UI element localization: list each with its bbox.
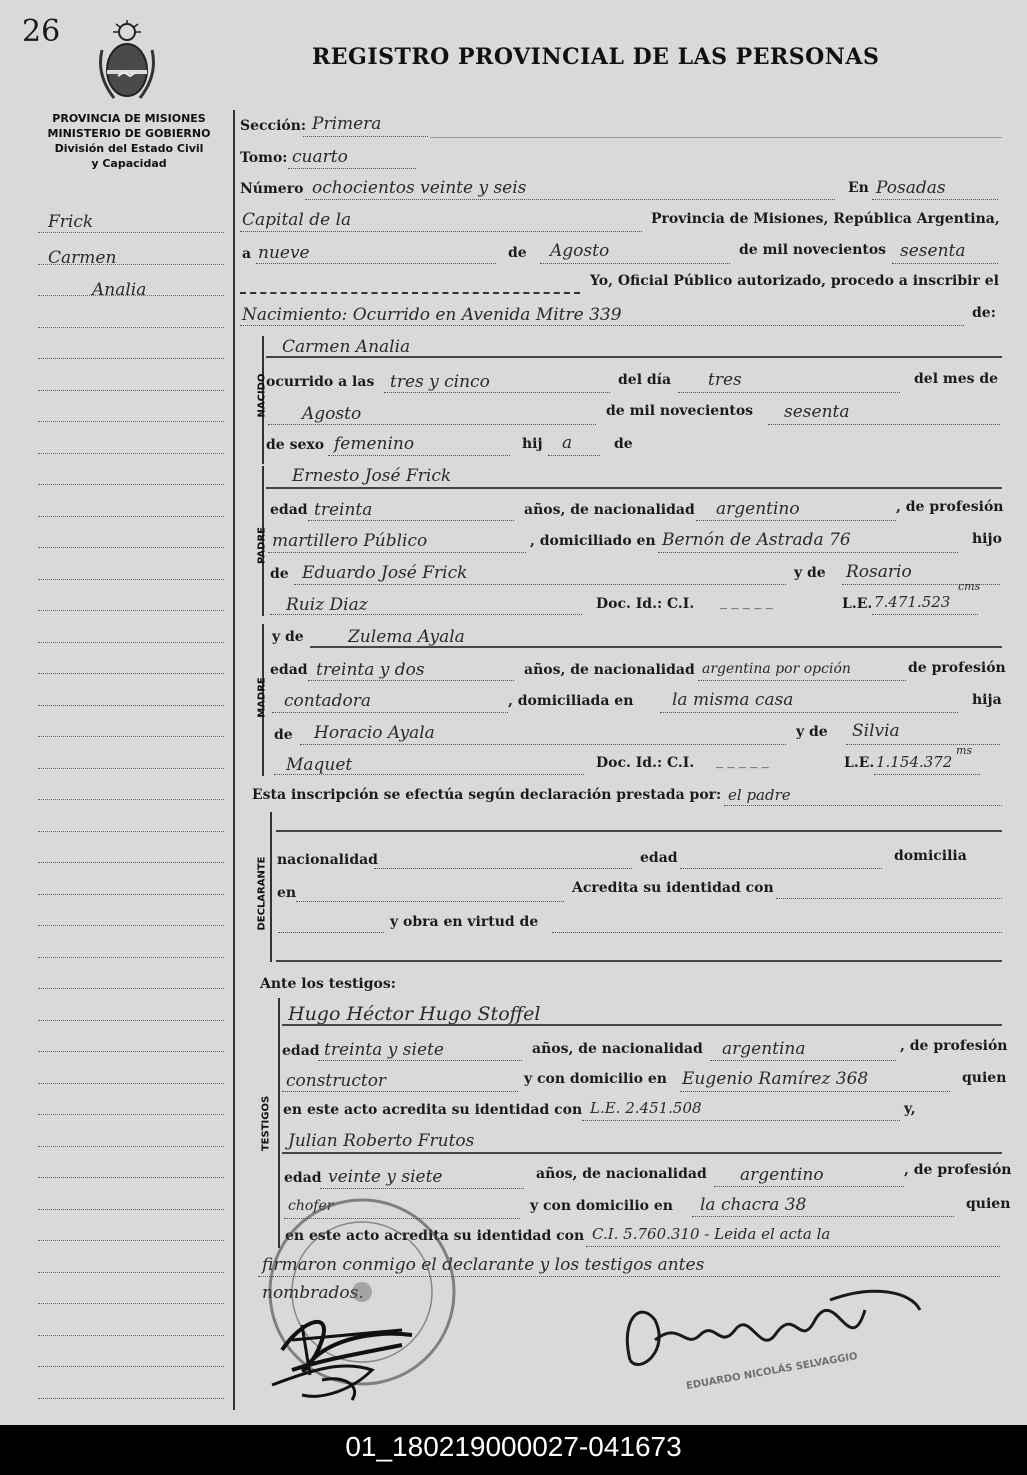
org-line: División del Estado Civil	[54, 142, 204, 155]
padre-le-value: 7.471.523	[874, 593, 951, 611]
margin-ruled-line	[38, 642, 224, 643]
hij-de-label: de	[614, 436, 633, 452]
madre-y-de2-label: y de	[796, 724, 828, 740]
testigo1-edad-value: treinta y siete	[324, 1040, 444, 1060]
provincia-text: Provincia de Misiones, República Argentina,	[651, 211, 1000, 227]
margin-ruled-line	[38, 610, 224, 611]
margin-ruled-line	[38, 579, 224, 580]
margin-ruled-line	[38, 799, 224, 800]
margin-ruled-line	[38, 264, 224, 265]
declaracion-label: Esta inscripción se efectúa según declaración prestada por:	[252, 787, 722, 803]
padre-doc-label: Doc. Id.: C.I.	[596, 596, 695, 612]
testigo2-nac-label: años, de nacionalidad	[536, 1166, 707, 1182]
en-label: En	[848, 180, 869, 196]
testigos-section-label: TESTIGOS	[260, 1095, 272, 1152]
testigo2-acredita-label: en este acto acredita su identidad con	[285, 1228, 585, 1244]
madre-dom-value: la misma casa	[672, 690, 794, 710]
padre-ci-value: _ _ _ _ _	[720, 594, 773, 610]
margin-ruled-line	[38, 1398, 224, 1399]
margin-ruled-line	[38, 232, 224, 233]
document-title: REGISTRO PROVINCIAL DE LAS PERSONAS	[312, 44, 880, 70]
yo-text: Yo, Oficial Público autorizado, procedo a inscribir el	[590, 273, 999, 289]
padre-y-de-label: y de	[794, 565, 826, 581]
testigo2-prof-label: , de profesión	[904, 1162, 1012, 1178]
padre-prof-value: martillero Público	[272, 531, 428, 551]
seccion-label: Sección:	[240, 118, 307, 134]
testigo1-edad-label: edad	[282, 1043, 320, 1059]
margin-ruled-line	[38, 1114, 224, 1115]
margin-ruled-line	[38, 768, 224, 769]
testigo1-prof-value: constructor	[286, 1071, 387, 1091]
padre-edad-label: edad	[270, 502, 308, 518]
padre-name: Ernesto José Frick	[292, 466, 452, 486]
mes-value: Agosto	[550, 241, 610, 261]
margin-ruled-line	[38, 894, 224, 895]
testigo2-edad-label: edad	[284, 1170, 322, 1186]
margin-ruled-line	[38, 1146, 224, 1147]
numero-value: ochocientos veinte y seis	[312, 178, 527, 198]
testigo1-dom-value: Eugenio Ramírez 368	[682, 1069, 869, 1089]
org-line: MINISTERIO DE GOBIERNO	[47, 127, 211, 140]
testigo1-prof-label: , de profesión	[900, 1038, 1008, 1054]
del-dia-label: del día	[618, 372, 672, 388]
testigo1-nac-value: argentina	[722, 1039, 806, 1059]
issuing-organization	[24, 111, 234, 171]
closing-line-1: firmaron conmigo el declarante y los testigos antes	[262, 1255, 705, 1275]
margin-ruled-line	[38, 957, 224, 958]
madre-y-de-label: y de	[272, 629, 304, 645]
padre-madre-value: Rosario	[846, 562, 912, 582]
ocurrido-label: ocurrido a las	[266, 374, 375, 390]
declarante-dom-label: domicilia	[894, 848, 967, 864]
testigo1-acredita-label: en este acto acredita su identidad con	[283, 1102, 583, 1118]
dia-nacido-value: tres	[708, 370, 742, 390]
page-number: 26	[22, 14, 61, 49]
margin-ruled-line	[38, 1209, 224, 1210]
margin-ruled-line	[38, 1240, 224, 1241]
ante-testigos-label: Ante los testigos:	[260, 976, 396, 992]
padre-edad-value: treinta	[314, 500, 373, 520]
testigo2-edad-value: veinte y siete	[328, 1167, 443, 1187]
margin-ruled-line	[38, 673, 224, 674]
madre-name: Zulema Ayala	[348, 627, 465, 647]
padre-padre-value: Eduardo José Frick	[302, 563, 468, 583]
mil-label: de mil novecientos	[739, 242, 887, 258]
dia-value: nueve	[258, 243, 310, 263]
anio-value: sesenta	[900, 241, 966, 261]
padre-de-label: de	[270, 566, 289, 582]
numero-label: Número	[240, 181, 304, 197]
madre-prof-label: de profesión	[908, 660, 1006, 676]
margin-ruled-line	[38, 736, 224, 737]
madre-nac-label: años, de nacionalidad	[524, 662, 695, 678]
margin-ruled-line	[38, 862, 224, 863]
margin-ruled-line	[38, 358, 224, 359]
margin-ruled-line	[38, 831, 224, 832]
official-stamp: EDUARDO NICOLÁS SELVAGGIO	[685, 1350, 859, 1393]
madre-dom-label: , domiciliada en	[508, 693, 634, 709]
document-id-footer: 01_180219000027-041673	[0, 1425, 1027, 1475]
de-label: de	[508, 245, 527, 261]
padre-le-label: L.E.	[842, 596, 873, 612]
testigo1-y-label: y,	[904, 1101, 916, 1117]
testigo1-nac-label: años, de nacionalidad	[532, 1041, 703, 1057]
margin-ruled-line	[38, 327, 224, 328]
madre-le-value: 1.154.372	[876, 753, 953, 771]
margin-ruled-line	[38, 1303, 224, 1304]
coat-of-arms-icon	[96, 20, 158, 102]
padre-le-note: cms	[958, 580, 981, 593]
tomo-value: cuarto	[292, 147, 348, 167]
margin-ruled-line	[38, 390, 224, 391]
madre-ci-value: _ _ _ _ _	[716, 753, 769, 769]
declarante-nac-label: nacionalidad	[277, 852, 378, 868]
madre-doc-label: Doc. Id.: C.I.	[596, 755, 695, 771]
de-colon-label: de:	[972, 305, 996, 321]
margin-ruled-line	[38, 295, 224, 296]
testigo2-prof-value: chofer	[288, 1198, 334, 1214]
madre-prof-value: contadora	[284, 691, 372, 711]
madre-nac-value: argentina por opción	[702, 661, 851, 677]
margin-ruled-line	[38, 1366, 224, 1367]
madre-madre-value: Silvia	[852, 721, 900, 741]
witness-signatures	[262, 1300, 462, 1410]
margin-ruled-line	[38, 516, 224, 517]
margin-ruled-line	[38, 1051, 224, 1052]
madre-le-note: ms	[956, 744, 973, 757]
madre-de-label: de	[274, 727, 293, 743]
testigo2-dom-value: la chacra 38	[700, 1195, 807, 1215]
sexo-value: femenino	[334, 434, 415, 454]
declarante-en-label: en	[277, 885, 297, 901]
hora-value: tres y cinco	[390, 372, 490, 392]
testigo1-quien-label: quien	[962, 1070, 1007, 1086]
margin-ruled-line	[38, 1083, 224, 1084]
madre-hija-label: hija	[972, 692, 1002, 708]
testigo2-nac-value: argentino	[740, 1165, 824, 1185]
declarante-edad-label: edad	[640, 850, 678, 866]
capital-text: Capital de la	[242, 210, 352, 230]
en-value: Posadas	[876, 178, 946, 198]
margin-middle-name: Analia	[92, 280, 147, 300]
acto-value: Nacimiento: Ocurrido en Avenida Mitre 339	[242, 305, 622, 325]
tomo-label: Tomo:	[240, 150, 288, 166]
padre-nac-label: años, de nacionalidad	[524, 502, 695, 518]
margin-ruled-line	[38, 925, 224, 926]
declarante-acredita-label: Acredita su identidad con	[572, 880, 774, 896]
margin-ruled-line	[38, 547, 224, 548]
anio-nacido-value: sesenta	[784, 402, 850, 422]
org-line: PROVINCIA DE MISIONES	[52, 112, 206, 125]
madre-edad-label: edad	[270, 662, 308, 678]
del-mes-label: del mes de	[914, 371, 999, 387]
padre-dom-value: Bernón de Astrada 76	[662, 530, 851, 550]
nacido-name: Carmen Analia	[282, 337, 411, 357]
hij-suffix-value: a	[562, 433, 573, 453]
seccion-value: Primera	[312, 114, 382, 134]
testigo1-dom-label: y con domicilio en	[524, 1071, 667, 1087]
padre-prof-label: , de profesión	[896, 499, 1004, 515]
a-label: a	[242, 246, 252, 262]
testigo1-name: Hugo Héctor Hugo Stoffel	[288, 1003, 541, 1025]
padre-nac-value: argentino	[716, 499, 800, 519]
margin-ruled-line	[38, 484, 224, 485]
madre-section-label: MADRE	[256, 677, 268, 718]
margin-ruled-line	[38, 1020, 224, 1021]
margin-first-name: Carmen	[48, 248, 117, 268]
testigo1-doc-value: L.E. 2.451.508	[590, 1099, 702, 1117]
margin-ruled-line	[38, 421, 224, 422]
testigo2-dom-label: y con domicilio en	[530, 1198, 673, 1214]
margin-ruled-line	[38, 988, 224, 989]
padre-hijo-label: hijo	[972, 531, 1002, 547]
padre-dom-label: , domiciliado en	[530, 533, 656, 549]
testigo2-quien-label: quien	[966, 1196, 1011, 1212]
margin-ruled-line	[38, 705, 224, 706]
hij-label: hij	[522, 436, 543, 452]
margin-ruled-line	[38, 1335, 224, 1336]
padre-madre-value-2: Ruiz Diaz	[286, 595, 368, 615]
madre-padre-value: Horacio Ayala	[314, 723, 435, 743]
nacido-section-label: NACIDO	[256, 373, 268, 418]
declarante-obra-label: y obra en virtud de	[390, 914, 539, 930]
madre-le-label: L.E.	[844, 755, 875, 771]
declaracion-value: el padre	[728, 786, 791, 804]
mes-nacido-value: Agosto	[302, 404, 362, 424]
margin-ruled-line	[38, 1272, 224, 1273]
madre-edad-value: treinta y dos	[316, 660, 425, 680]
org-line: y Capacidad	[91, 157, 167, 170]
testigo2-name: Julian Roberto Frutos	[288, 1131, 475, 1151]
declarante-section-label: DECLARANTE	[256, 856, 268, 931]
margin-surname: Frick	[48, 212, 94, 232]
margin-ruled-line	[38, 1177, 224, 1178]
madre-madre-value-2: Maquet	[286, 755, 353, 775]
closing-line-2: nombrados.	[262, 1283, 364, 1303]
sexo-label: de sexo	[266, 437, 325, 453]
testigo2-doc-value: C.I. 5.760.310 - Leida el acta la	[592, 1225, 831, 1243]
mil-nacido-label: de mil novecientos	[606, 403, 754, 419]
margin-ruled-line	[38, 453, 224, 454]
padre-section-label: PADRE	[256, 527, 268, 564]
